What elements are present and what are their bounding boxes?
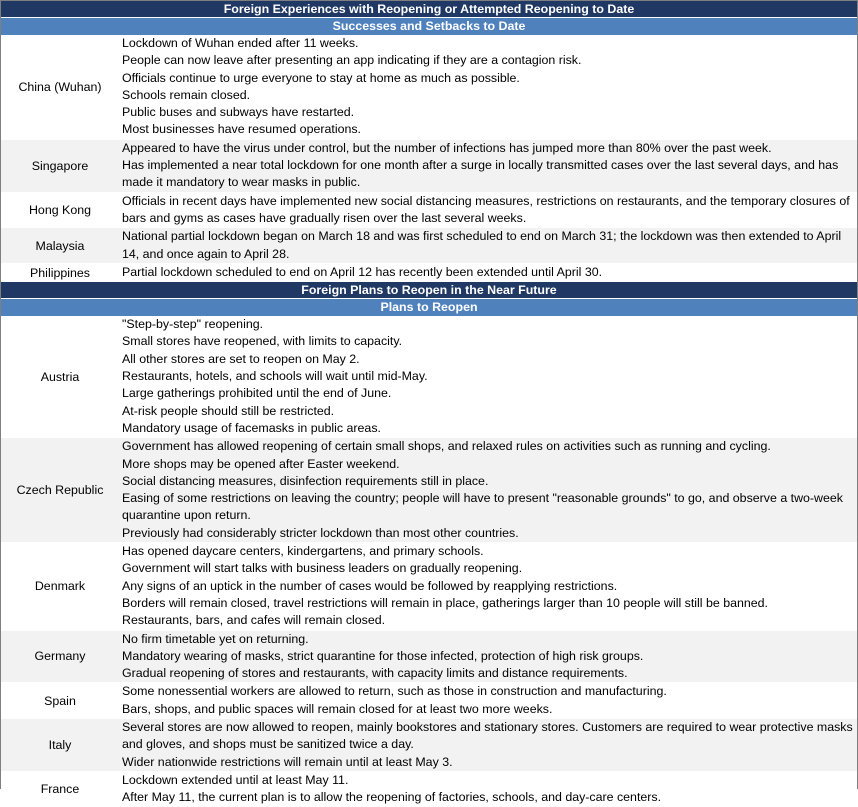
- notes-cell: [119, 438, 857, 542]
- note-line: Lockdown extended until at least May 11.: [122, 772, 349, 787]
- note-line: No firm timetable yet on returning.: [122, 631, 309, 646]
- country-cell: Singapore: [31, 158, 89, 173]
- note-line: Partial lockdown scheduled to end on April 12 has recently been extended until April 30.: [122, 264, 603, 279]
- section-title: Foreign Plans to Reopen in the Near Future: [1, 282, 857, 299]
- note-line: Government will start talks with business leaders on gradually reopening.: [122, 561, 523, 576]
- country-cell: Denmark: [34, 579, 86, 594]
- note-line: Borders will remain closed, travel restrictions will remain in place, gatherings larger than 10 people will still be banned.: [122, 595, 769, 610]
- table-row: [1, 193, 857, 229]
- section-subtitle: Successes and Setbacks to Date: [1, 18, 857, 35]
- notes-cell: [119, 140, 857, 192]
- note-line: All other stores are set to reopen on May 2.: [122, 351, 360, 366]
- note-line: Several stores are now allowed to reopen, mainly bookstores and stationary stores. Customers are required to wear protective masks and gloves, and shops must be sanitized twice a day.: [122, 719, 853, 752]
- note-line: Small stores have reopened, with limits to capacity.: [122, 334, 403, 349]
- country-cell: China (Wuhan): [18, 79, 102, 94]
- note-line: Mandatory wearing of masks, strict quarantine for those infected, protection of high risk groups.: [122, 648, 644, 663]
- notes-cell: [119, 772, 857, 807]
- note-line: Bars, shops, and public spaces will remain closed for at least two more weeks.: [122, 701, 553, 716]
- section-subtitle: Plans to Reopen: [1, 299, 857, 316]
- table-body: [1, 1, 857, 807]
- note-line: National partial lockdown began on March 18 and was first scheduled to end on March 31; the lockdown was then extended to April 14, and once again to April 28.: [122, 229, 842, 261]
- note-line: Officials in recent days have implemented new social distancing measures, restrictions on restaurants, and the temporary closures of bars and gyms as cases have gradually risen over the last several weeks.: [122, 193, 850, 225]
- table-row: [1, 35, 857, 140]
- notes-cell: [119, 683, 857, 718]
- note-line: Most businesses have resumed operations.: [122, 122, 361, 137]
- table-row: [1, 140, 857, 193]
- table-row: [1, 316, 857, 438]
- country-cell: Hong Kong: [28, 202, 91, 217]
- section-title: Foreign Experiences with Reopening or Attempted Reopening to Date: [1, 1, 857, 18]
- note-line: "Step-by-step" reopening.: [122, 317, 264, 332]
- notes-cell: [119, 543, 857, 629]
- table-row: [1, 543, 857, 630]
- country-cell: France: [40, 782, 80, 797]
- note-line: More shops may be opened after Easter weekend.: [122, 456, 400, 471]
- notes-cell: [119, 264, 857, 281]
- table-row: [1, 228, 857, 264]
- notes-cell: [119, 228, 857, 263]
- country-cell: Italy: [48, 737, 72, 752]
- table-row: [1, 719, 857, 772]
- note-line: People can now leave after presenting an app indicating if they are a contagion risk.: [122, 53, 582, 68]
- table-row: [1, 772, 857, 807]
- table-row: [1, 438, 857, 543]
- table-row: [1, 631, 857, 684]
- notes-cell: [119, 35, 857, 139]
- note-line: Appeared to have the virus under control, but the number of infections has jumped more than 80% over the past week.: [122, 140, 772, 155]
- note-line: Large gatherings prohibited until the end of June.: [122, 386, 392, 401]
- notes-cell: [119, 316, 857, 437]
- note-line: Has implemented a near total lockdown for one month after a surge in locally transmitted cases over the last several days, and has made it mandatory to wear masks in public.: [122, 158, 839, 190]
- note-line: Lockdown of Wuhan ended after 11 weeks.: [122, 36, 359, 50]
- country-cell: Austria: [40, 369, 80, 384]
- note-line: Wider nationwide restrictions will remain until at least May 3.: [122, 754, 453, 769]
- note-line: At-risk people should still be restricted.: [122, 403, 335, 418]
- notes-cell: [119, 719, 857, 771]
- note-line: Public buses and subways have restarted.: [122, 105, 355, 120]
- table-row: [1, 683, 857, 719]
- note-line: Easing of some restrictions on leaving the country; people will have to present "reasonable grounds" to go, and observe a two-week quarantine upon return.: [122, 491, 843, 523]
- notes-cell: [119, 631, 857, 683]
- note-line: Mandatory usage of facemasks in public areas.: [122, 420, 381, 435]
- note-line: Some nonessential workers are allowed to return, such as those in construction and manufacturing.: [122, 684, 667, 699]
- country-cell: Spain: [44, 693, 76, 708]
- note-line: After May 11, the current plan is to allow the reopening of factories, schools, and day-care centers.: [122, 790, 662, 805]
- note-line: Officials continue to urge everyone to stay at home as much as possible.: [122, 70, 520, 85]
- note-line: Previously had considerably stricter lockdown than most other countries.: [122, 525, 519, 540]
- notes-cell: [119, 193, 857, 228]
- country-cell: Germany: [34, 649, 86, 664]
- note-line: Restaurants, bars, and cafes will remain closed.: [122, 613, 386, 628]
- note-line: Gradual reopening of stores and restaurants, with capacity limits and distance requirements.: [122, 666, 628, 681]
- country-cell: Malaysia: [35, 238, 85, 253]
- country-cell: Philippines: [30, 265, 90, 280]
- note-line: Any signs of an uptick in the number of cases would be followed by reapplying restrictions.: [122, 578, 618, 593]
- note-line: Government has allowed reopening of certain small shops, and relaxed rules on activities such as running and cycling.: [122, 439, 771, 454]
- note-line: Schools remain closed.: [122, 87, 251, 102]
- table-row: [1, 264, 857, 282]
- note-line: Social distancing measures, disinfection requirements still in place.: [122, 473, 489, 488]
- note-line: Has opened daycare centers, kindergartens, and primary schools.: [122, 544, 484, 559]
- note-line: Restaurants, hotels, and schools will wait until mid-May.: [122, 369, 428, 384]
- country-cell: Czech Republic: [16, 483, 104, 498]
